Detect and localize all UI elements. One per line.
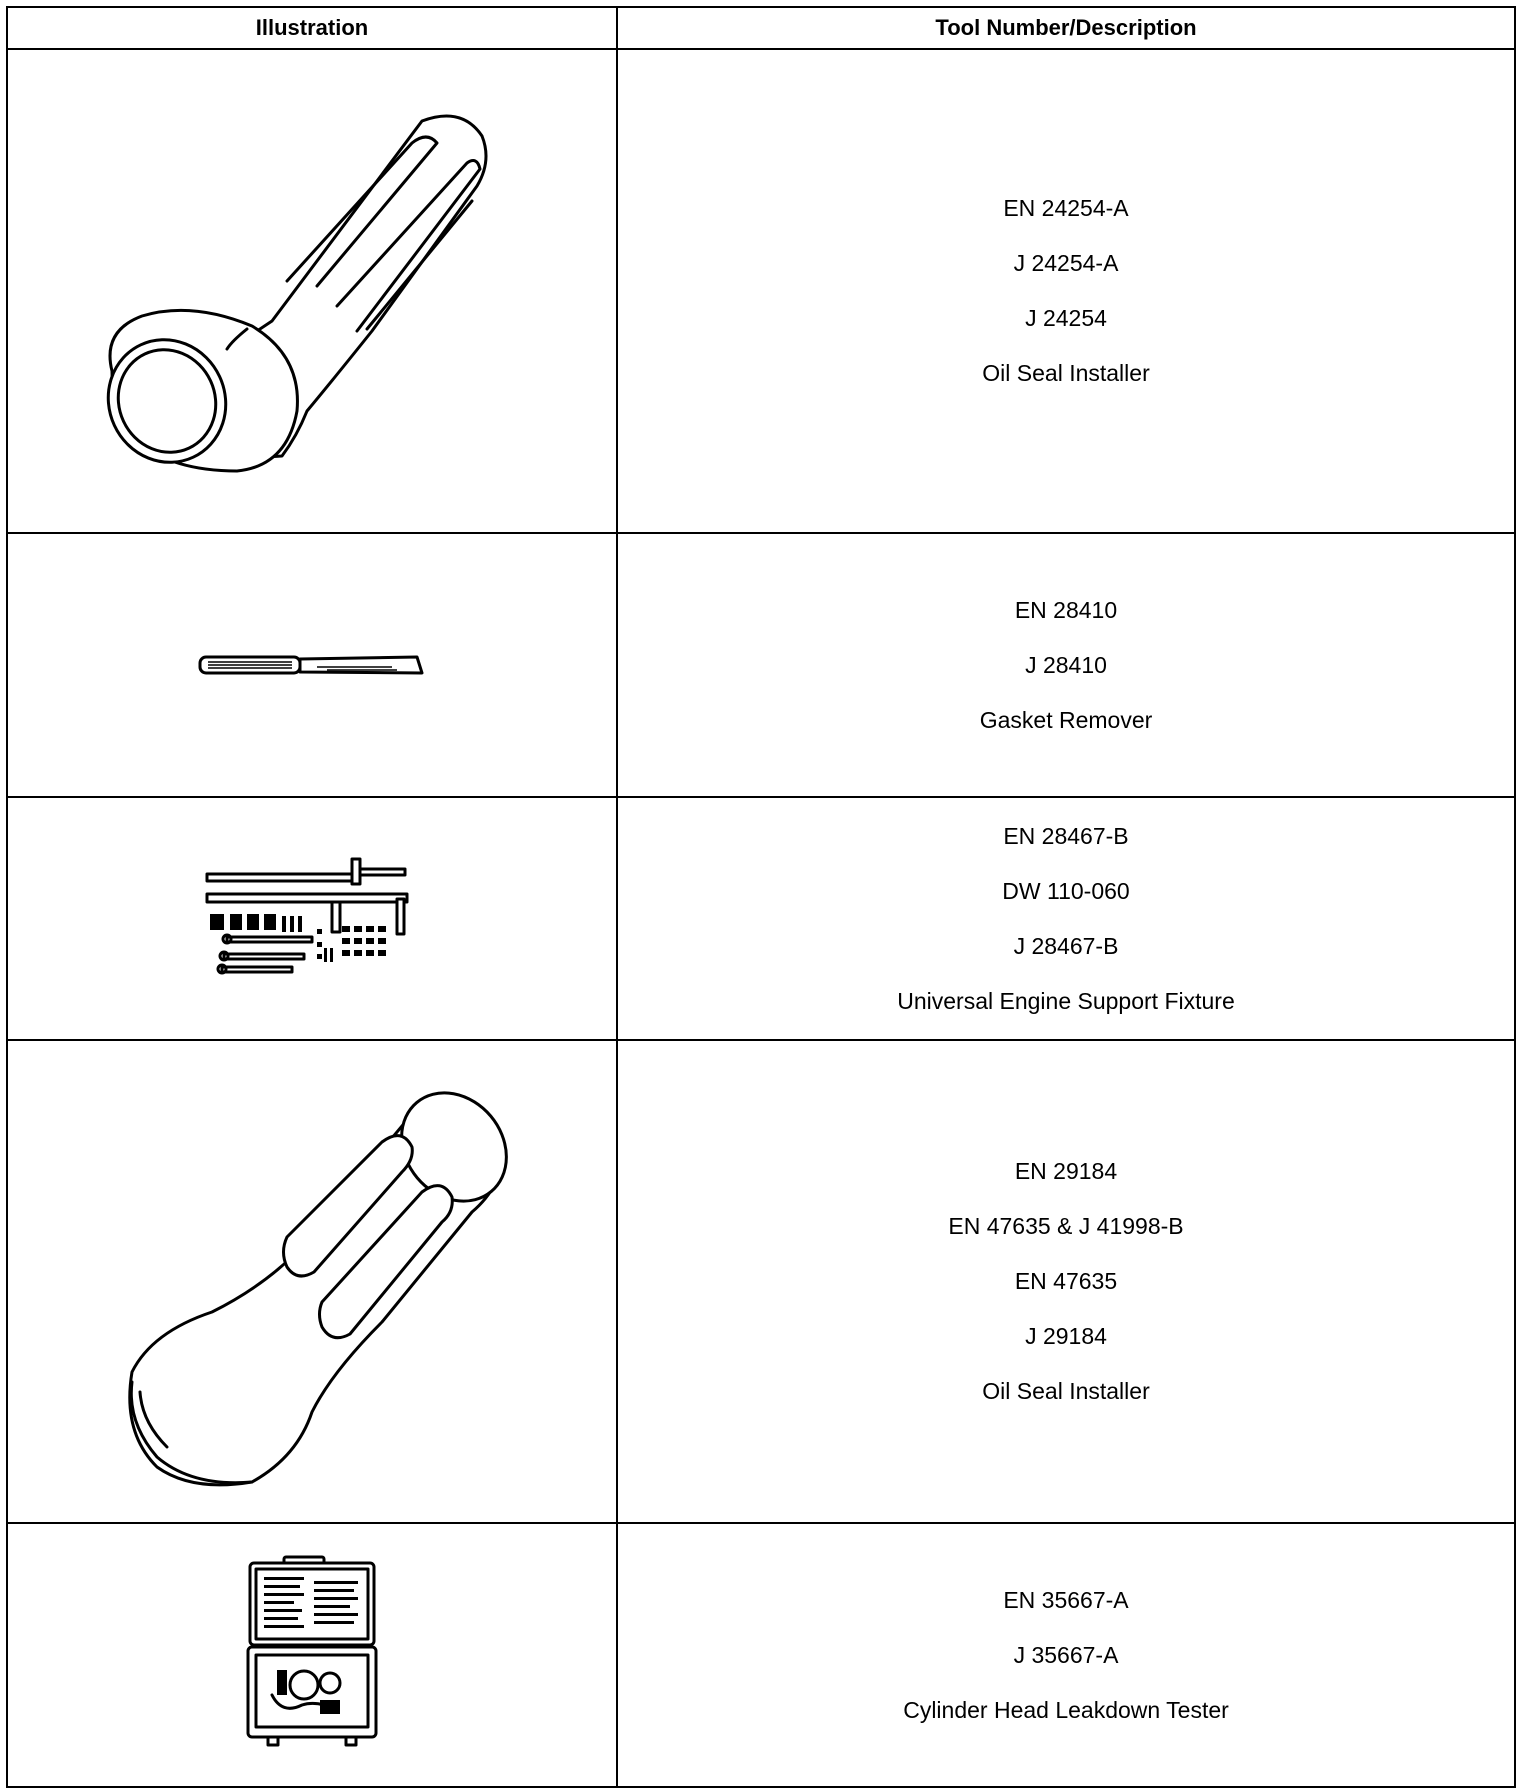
header-row (7, 7, 1515, 49)
table-row (7, 1040, 1515, 1523)
table-row (7, 533, 1515, 797)
tool-number: J 28467-B (1013, 932, 1119, 959)
tool-number: DW 110-060 (1002, 877, 1130, 904)
gasket-remover-illustration-icon (192, 645, 432, 685)
illustration-column-header: Illustration (7, 7, 617, 49)
tool-description: Cylinder Head Leakdown Tester (903, 1696, 1229, 1723)
tool-number: J 24254 (1025, 305, 1107, 331)
tool-number: EN 47635 & J 41998-B (948, 1213, 1184, 1239)
illustration-cell (7, 533, 617, 797)
tool-description-cell (617, 797, 1515, 1040)
illustration-cell (7, 1523, 617, 1787)
table-row (7, 49, 1515, 533)
tool-number: J 24254-A (1013, 250, 1119, 276)
tool-number: EN 29184 (1014, 1158, 1118, 1184)
tool-description: Gasket Remover (979, 706, 1153, 733)
tool-description-cell (617, 1523, 1515, 1787)
special-tools-table (6, 6, 1516, 1788)
tool-description-cell (617, 49, 1515, 533)
oil-seal-installer-illustration-icon (82, 81, 542, 501)
table-row (7, 1523, 1515, 1787)
tool-number: EN 28410 (1014, 596, 1118, 623)
table-row (7, 797, 1515, 1040)
illustration-cell (7, 797, 617, 1040)
tool-description: Oil Seal Installer (982, 360, 1150, 386)
illustration-cell (7, 1040, 617, 1523)
tool-number: EN 28467-B (1003, 822, 1129, 849)
tool-description: Universal Engine Support Fixture (897, 987, 1235, 1014)
tool-number: EN 24254-A (1003, 195, 1129, 221)
tool-number: J 35667-A (1013, 1641, 1119, 1668)
leakdown-tester-case-illustration-icon (242, 1555, 382, 1755)
tool-description-cell (617, 1040, 1515, 1523)
tool-description: Oil Seal Installer (982, 1378, 1150, 1404)
tool-column-header: Tool Number/Description (617, 7, 1515, 49)
tool-description-cell (617, 533, 1515, 797)
tool-number: J 29184 (1025, 1323, 1107, 1349)
tool-number: J 28410 (1025, 651, 1107, 678)
engine-support-fixture-illustration-icon (202, 854, 422, 984)
illustration-cell (7, 49, 617, 533)
tool-number: EN 47635 (1014, 1268, 1118, 1294)
tool-number: EN 35667-A (1003, 1586, 1129, 1613)
oil-seal-installer-illustration-icon (82, 1062, 542, 1502)
